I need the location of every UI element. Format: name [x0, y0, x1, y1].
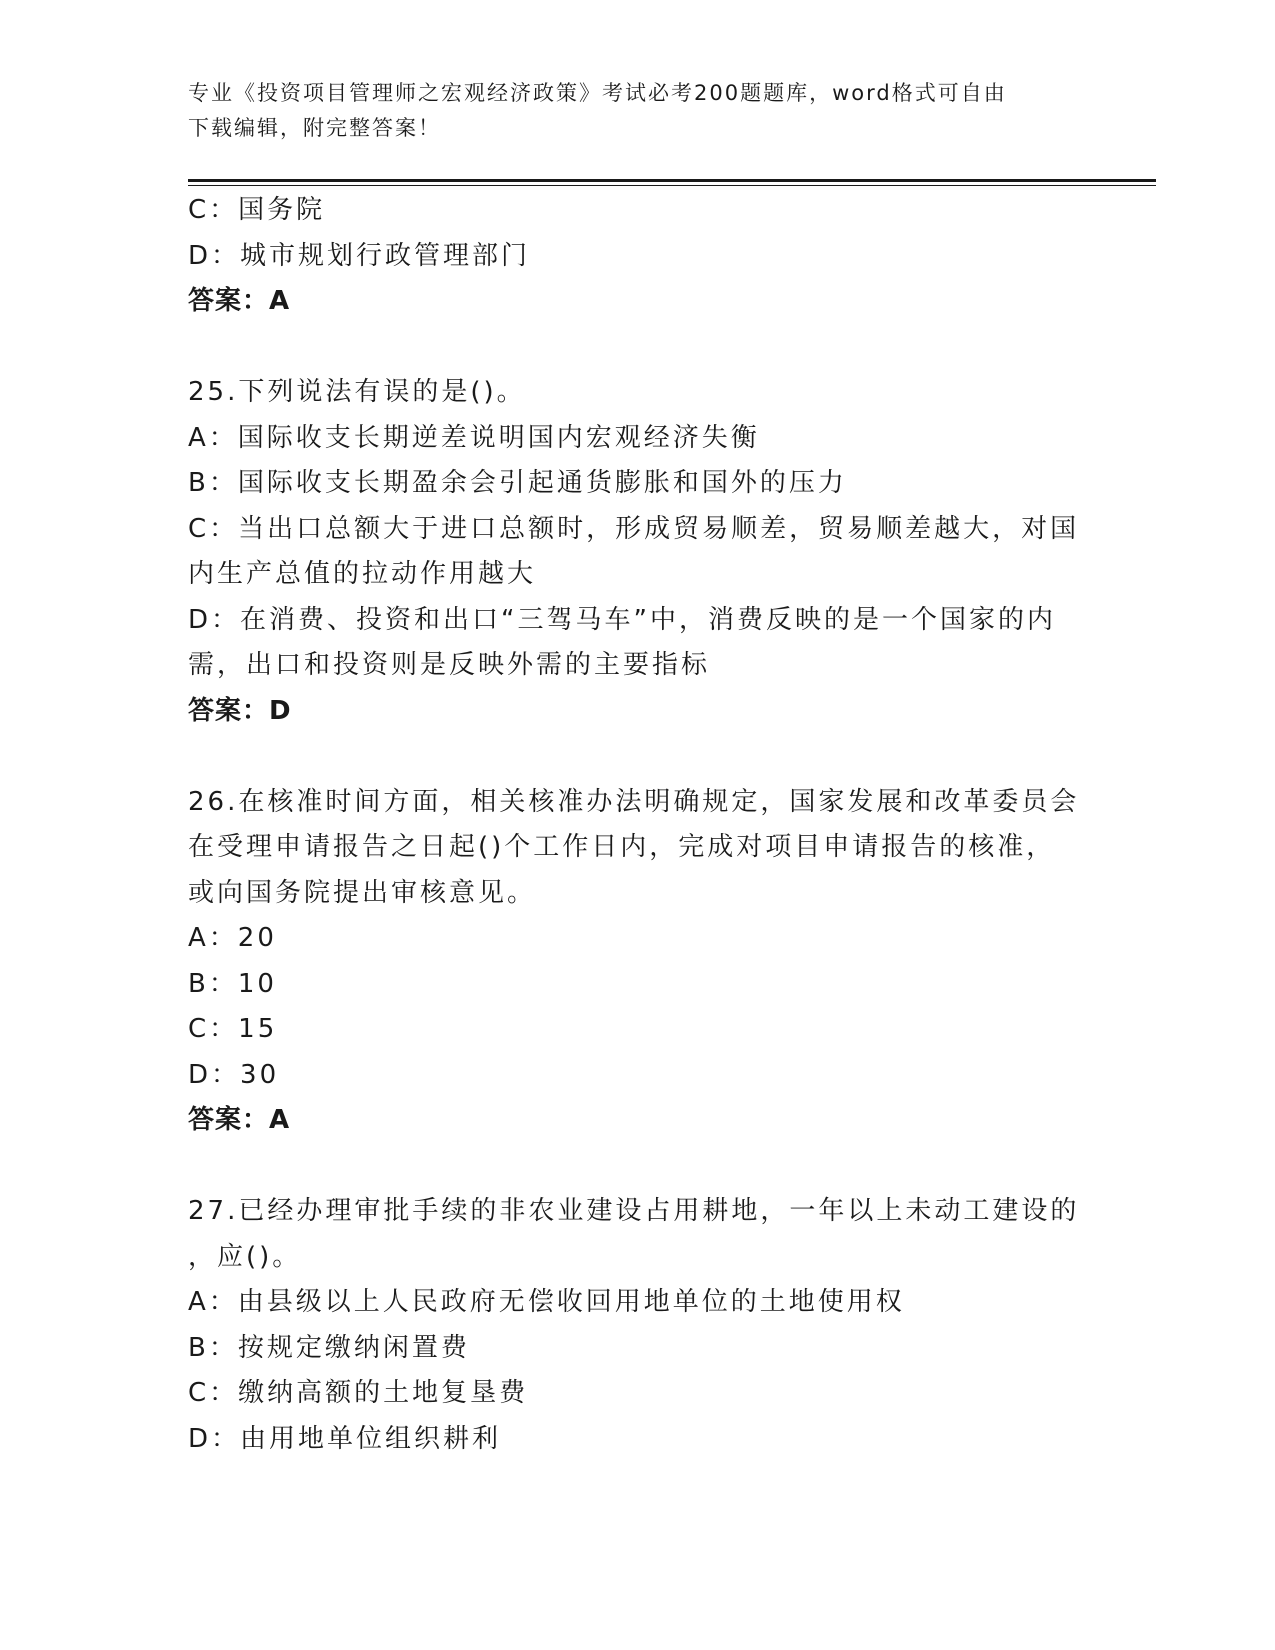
spacer	[188, 325, 1088, 371]
option-a: A：20	[188, 923, 277, 953]
question-stem-line-1: 27.已经办理审批手续的非农业建设占用耕地，一年以上未动工建设的	[188, 1196, 1080, 1226]
option-d: D：30	[188, 1059, 280, 1090]
header-line-2: 下载编辑，附完整答案！	[188, 116, 441, 140]
option-a: A：国际收支长期逆差说明国内宏观经济失衡	[188, 422, 760, 453]
option-d-line-2: 需，出口和投资则是反映外需的主要指标	[188, 650, 711, 680]
option-d-line-1: D：在消费、投资和出口“三驾马车”中，消费反映的是一个国家的内	[188, 604, 1056, 635]
question-27	[188, 1189, 1088, 1462]
question-25	[188, 370, 1088, 734]
spacer	[188, 1144, 1088, 1190]
question-stem-line-1: 26.在核准时间方面，相关核准办法明确规定，国家发展和改革委员会	[188, 786, 1080, 817]
header-line-1: 专业《投资项目管理师之宏观经济政策》考试必考200题题库，word格式可自由	[188, 81, 1007, 105]
option-b: B：国际收支长期盈余会引起通货膨胀和国外的压力	[188, 468, 847, 498]
document-header	[188, 76, 1088, 146]
spacer	[188, 734, 1088, 780]
option-b: B：10	[188, 968, 277, 999]
answer: 答案：D	[188, 695, 292, 726]
option-c: C：15	[188, 1014, 278, 1044]
option-c-line-1: C：当出口总额大于进口总额时，形成贸易顺差，贸易顺差越大，对国	[188, 513, 1080, 544]
question-stem-line-2: ，应()。	[188, 1241, 302, 1272]
question-list	[188, 188, 1088, 1462]
option-c-line-2: 内生产总值的拉动作用越大	[188, 559, 537, 589]
question-fragment	[188, 188, 1088, 325]
option-c: C：缴纳高额的土地复垦费	[188, 1378, 529, 1408]
option-c: C：国务院	[188, 195, 326, 225]
option-d: D：由用地单位组织耕利	[188, 1423, 502, 1454]
option-a: A：由县级以上人民政府无偿收回用地单位的土地使用权	[188, 1287, 905, 1317]
answer: 答案：A	[188, 1105, 291, 1135]
question-26	[188, 780, 1088, 1144]
option-d: D：城市规划行政管理部门	[188, 240, 531, 271]
question-stem-line-3: 或向国务院提出审核意见。	[188, 877, 537, 908]
option-b: B：按规定缴纳闲置费	[188, 1332, 470, 1363]
header-divider-thin	[188, 185, 1156, 186]
question-stem: 25.下列说法有误的是()。	[188, 377, 526, 407]
header-divider-thick	[188, 179, 1156, 182]
question-stem-line-2: 在受理申请报告之日起()个工作日内，完成对项目申请报告的核准，	[188, 832, 1056, 862]
answer: 答案：A	[188, 286, 291, 316]
